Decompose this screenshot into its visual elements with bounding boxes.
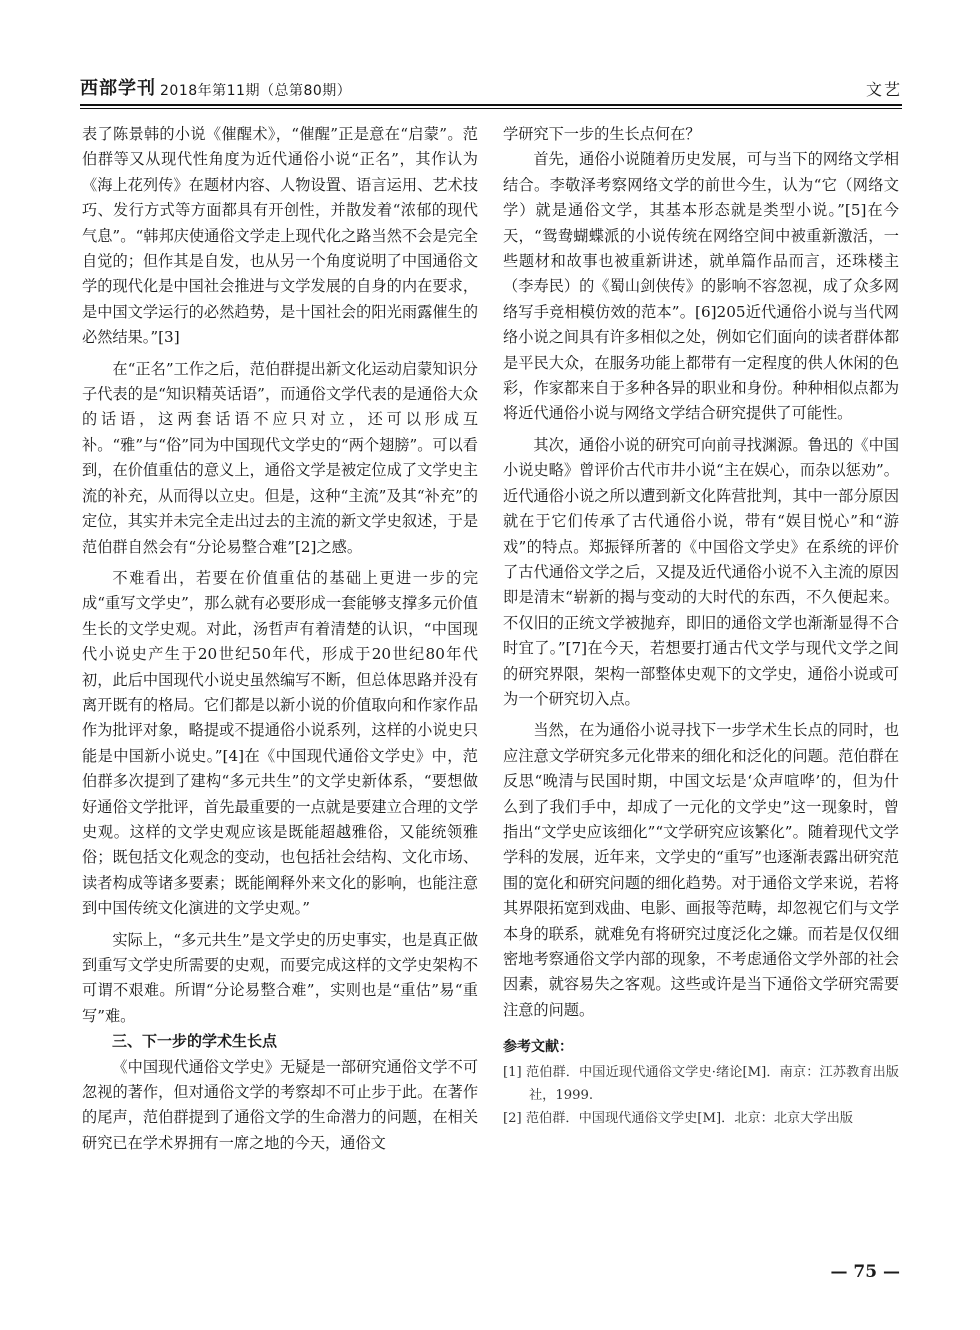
journal-info <box>80 74 351 100</box>
references-title: 参考文献： <box>503 1039 573 1056</box>
paragraph: 表了陈景韩的小说《催醒术》，“催醒”正是意在“启蒙”。范伯群等又从现代性角度为近代通俗小说“正名”，其作认为《海上花列传》在题材内容、人物设置、语言运用、艺术技巧、发行方式等方面都具有开创性，并散发着“浓郁的现代气息”。“韩邦庆使通俗文学走上现代化之路当然不会是完全自觉的；但作其是自发，也从另一个角度说明了中国通俗文学的现代化是中国社会推进与文学发展的自身的内在要求，是中国文学运行的必然趋势，是十国社会的阳光雨露催生的必然结果。”[3] <box>82 125 478 347</box>
header-rule-thin <box>80 108 902 109</box>
right-column <box>503 122 899 1130</box>
paragraph: 学研究下一步的生长点何在？ <box>503 125 701 143</box>
page-number: — 75 — <box>830 1262 900 1282</box>
paragraph: 当然，在为通俗小说寻找下一步学术生长点的同时，也应注意文学研究多元化带来的细化和泛化的问题。范伯群在反思“晚清与民国时期，中国文坛是‘众声喧哗’的，但为什么到了我们手中，却成了一元化的文学史”这一现象时，曾指出“文学史应该细化”“文学研究应该繁化”。随着现代文学学科的发展，近年来，文学史的“重写”也逐渐表露出研究范围的宽化和研究问题的细化趋势。对于通俗文学来说，若将其界限拓宽到戏曲、电影、画报等范畴，却忽视它们与文学本身的联系，就难免有将研究过度泛化之嫌。而若是仅仅细密地考察通俗文学内部的现象，不考虑通俗文学外部的社会因素，就容易失之客观。这些或许是当下通俗文学研究需要注意的问题。 <box>503 721 899 1019</box>
paragraph: 《中国现代通俗文学史》无疑是一部研究通俗文学不可忽视的著作，但对通俗文学的考察却不可止步于此。在著作的尾声，范伯群提到了通俗文学的生命潜力的问题，在相关研究已在学术界拥有一席之地的今天，通俗文 <box>82 1057 478 1152</box>
journal-name: 西部学刊 <box>80 78 156 99</box>
paragraph: 在“正名”工作之后，范伯群提出新文化运动启蒙知识分子代表的是“知识精英话语”，而通俗文学代表的是通俗大众的话语，这两套话语不应只对立，还可以形成互补。“雅”与“俗”同为中国现代文学史的“两个翅膀”。可以看到，在价值重估的意义上，通俗文学是被定位成了文学史主流的补充，从而得以立史。但是，这种“主流”及其“补充”的定位，其实并未完全走出过去的主流的新文学史叙述，于是范伯群自然会有“分论易整合难”[2]之感。 <box>82 359 478 556</box>
section-heading: 三、下一步的学术生长点 <box>112 1032 278 1051</box>
section-label: 文艺 <box>865 80 902 99</box>
paragraph: 不难看出，若要在价值重估的基础上更进一步的完成“重写文学史”，那么就有必要形成一套能够支撑多元价值生长的文学史观。对此，汤哲声有着清楚的认识，“中国现代小说史产生于20世纪50年代，形成于20世纪80年代初，此后中国现代小说史虽然编写不断，但总体思路并没有离开既有的格局。它们都是以新小说的价值取向和作家作品作为批评对象，略提或不提通俗小说系列，这样的小说史只能是中国新小说史。”[4]在《中国现代通俗文学史》中，范伯群多次提到了建构“多元共生”的文学史新体系，“要想做好通俗文学批评，首先最重要的一点就是要建立合理的文学史观。这样的文学史观应该是既能超越雅俗，又能统领雅俗；既包括文化观念的变动，也包括社会结构、文化市场、读者构成等诸多要素；既能阐释外来文化的影响，也能注意到中国传统文化演进的文学史观。” <box>82 568 478 918</box>
reference-item: [1] 范伯群．中国近现代通俗文学史·绪论[M]．南京：江苏教育出版社，1999. <box>503 1064 899 1103</box>
page-header <box>80 76 902 100</box>
paragraph: 首先，通俗小说随着历史发展，可与当下的网络文学相结合。李敬泽考察网络文学的前世今生，认为“它（网络文学）就是通俗文学，其基本形态就是类型小说。”[5]在今天，“鸳鸯蝴蝶派的小说传统在网络空间中被重新激活，一些题材和故事也被重新讲述，就单篇作品而言，还珠楼主（李寿民）的《蜀山剑侠传》的影响不容忽视，成了众多网络写手竞相模仿效的范本”。[6]205近代通俗小说与当代网络小说之间具有许多相似之处，例如它们面向的读者群体都是平民大众，在服务功能上都带有一定程度的供人休闲的色彩，作家都来自于多种各异的职业和身份。种种相似点都为将近代通俗小说与网络文学结合研究提供了可能性。 <box>503 150 899 423</box>
issue-info: 2018年第11期（总第80期） <box>160 83 352 99</box>
left-column <box>82 122 478 1156</box>
header-rule <box>80 104 902 106</box>
paragraph: 实际上，“多元共生”是文学史的历史事实，也是真正做到重写文学史所需要的史观，而要完成这样的文学史架构不可谓不艰难。所谓“分论易整合难”，实则也是“重估”易“重写”难。 <box>82 930 478 1025</box>
paragraph: 其次，通俗小说的研究可向前寻找渊源。鲁迅的《中国小说史略》曾评价古代市井小说“主在娱心，而杂以惩劝”。近代通俗小说之所以遭到新文化阵营批判，其中一部分原因就在于它们传承了古代通俗小说，带有“娱目悦心”和“游戏”的特点。郑振铎所著的《中国俗文学史》在系统的评价了古代通俗文学之后，又提及近代通俗小说不入主流的原因即是清末“崭新的揭与变动的大时代的东西，不久便起来。不仅旧的正统文学被抛弃，即旧的通俗文学也渐渐显得不合时宜了。”[7]在今天，若想要打通古代文学与现代文学之间的研究界限，架构一部整体史观下的文学史，通俗小说或可为一个研究切入点。 <box>503 435 899 708</box>
reference-item: [2] 范伯群．中国现代通俗文学史[M]．北京：北京大学出版 <box>503 1110 853 1126</box>
